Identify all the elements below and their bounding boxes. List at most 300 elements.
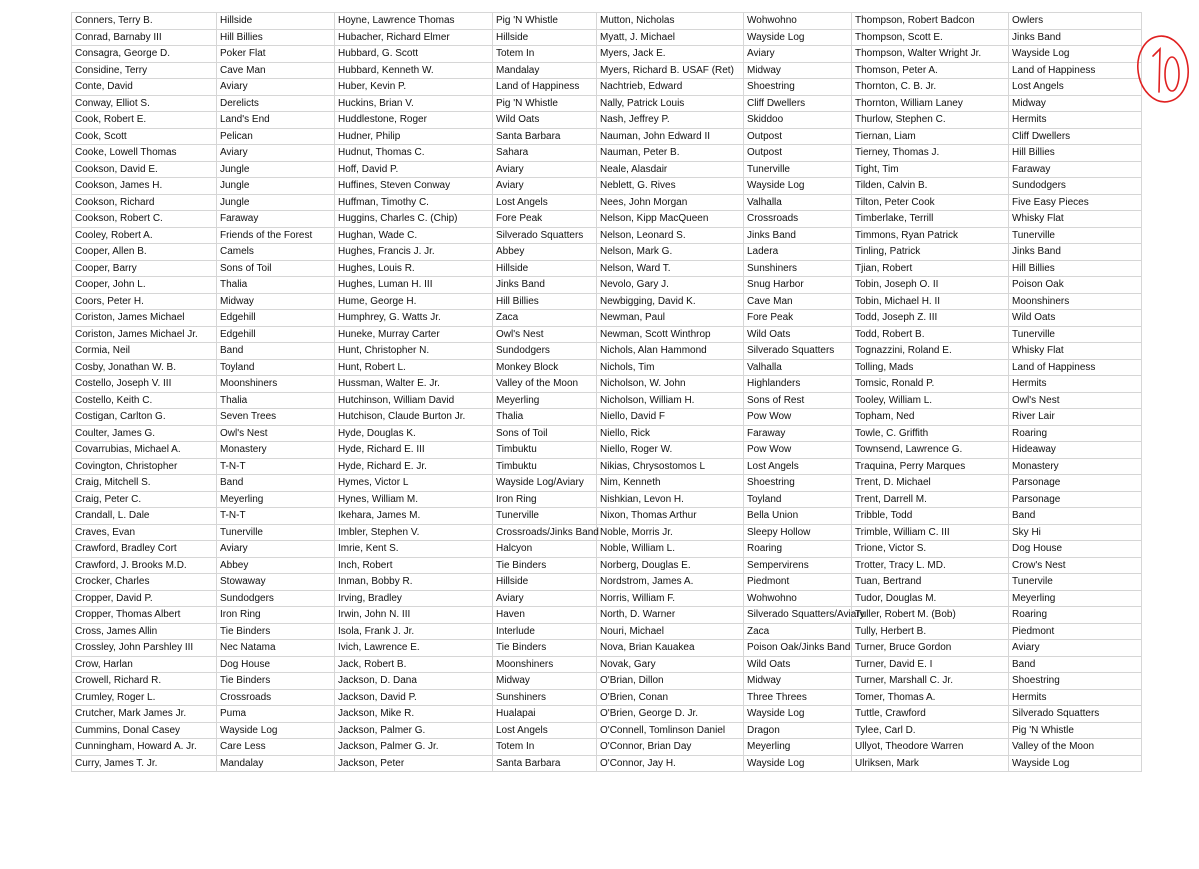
table-cell: Nec Natama xyxy=(217,640,335,657)
table-cell: Dragon xyxy=(744,722,852,739)
table-cell: Thalia xyxy=(217,392,335,409)
table-cell: Noble, Morris Jr. xyxy=(597,524,744,541)
table-cell: Noble, William L. xyxy=(597,541,744,558)
table-cell: Thurlow, Stephen C. xyxy=(852,112,1009,129)
table-cell: Cookson, David E. xyxy=(72,161,217,178)
table-cell: Hyde, Richard E. Jr. xyxy=(335,458,493,475)
table-row xyxy=(72,145,1142,162)
table-cell: Jungle xyxy=(217,194,335,211)
table-cell: Tunerville xyxy=(493,508,597,525)
table-cell: Huddlestone, Roger xyxy=(335,112,493,129)
table-cell: Hermits xyxy=(1009,689,1142,706)
table-cell: Huckins, Brian V. xyxy=(335,95,493,112)
table-cell: Band xyxy=(1009,508,1142,525)
table-row xyxy=(72,722,1142,739)
table-cell: Cookson, Robert C. xyxy=(72,211,217,228)
table-cell: Hussman, Walter E. Jr. xyxy=(335,376,493,393)
table-cell: Jackson, Palmer G. xyxy=(335,722,493,739)
table-cell: Hill Billies xyxy=(217,29,335,46)
table-cell: Tuttle, Crawford xyxy=(852,706,1009,723)
table-cell: Moonshiners xyxy=(1009,293,1142,310)
table-cell: Wayside Log xyxy=(744,178,852,195)
table-cell: Hillside xyxy=(493,260,597,277)
table-cell: Pow Wow xyxy=(744,442,852,459)
table-cell: Crossroads xyxy=(744,211,852,228)
table-cell: Tie Binders xyxy=(217,623,335,640)
table-cell: Pig 'N Whistle xyxy=(1009,722,1142,739)
table-cell: Tribble, Todd xyxy=(852,508,1009,525)
table-cell: Newman, Scott Winthrop xyxy=(597,326,744,343)
table-cell: Pow Wow xyxy=(744,409,852,426)
table-cell: Huber, Kevin P. xyxy=(335,79,493,96)
table-cell: Imbler, Stephen V. xyxy=(335,524,493,541)
table-cell: Curry, James T. Jr. xyxy=(72,755,217,772)
table-cell: Nim, Kenneth xyxy=(597,475,744,492)
table-cell: Wild Oats xyxy=(1009,310,1142,327)
table-cell: North, D. Warner xyxy=(597,607,744,624)
table-cell: Tognazzini, Roland E. xyxy=(852,343,1009,360)
table-cell: Shoestring xyxy=(744,475,852,492)
table-cell: Totem In xyxy=(493,46,597,63)
table-cell: Todd, Robert B. xyxy=(852,326,1009,343)
table-cell: River Lair xyxy=(1009,409,1142,426)
table-cell: Santa Barbara xyxy=(493,128,597,145)
table-cell: Todd, Joseph Z. III xyxy=(852,310,1009,327)
table-cell: Owl's Nest xyxy=(217,425,335,442)
table-cell: Monastery xyxy=(1009,458,1142,475)
table-cell: Monastery xyxy=(217,442,335,459)
table-cell: Lost Angels xyxy=(493,194,597,211)
table-cell: Cooke, Lowell Thomas xyxy=(72,145,217,162)
table-cell: Stowaway xyxy=(217,574,335,591)
table-cell: Cummins, Donal Casey xyxy=(72,722,217,739)
table-row xyxy=(72,359,1142,376)
table-cell: Crawford, J. Brooks M.D. xyxy=(72,557,217,574)
table-row xyxy=(72,29,1142,46)
table-row xyxy=(72,244,1142,261)
table-cell: Faraway xyxy=(1009,161,1142,178)
table-row xyxy=(72,293,1142,310)
table-cell: Valley of the Moon xyxy=(1009,739,1142,756)
table-cell: Sahara xyxy=(493,145,597,162)
table-cell: Snug Harbor xyxy=(744,277,852,294)
table-row xyxy=(72,46,1142,63)
table-cell: Crossroads xyxy=(217,689,335,706)
table-cell: Huggins, Charles C. (Chip) xyxy=(335,211,493,228)
table-cell: Hillside xyxy=(217,13,335,30)
table-cell: Abbey xyxy=(493,244,597,261)
table-cell: Parsonage xyxy=(1009,491,1142,508)
table-cell: Crawford, Bradley Cort xyxy=(72,541,217,558)
table-cell: Faraway xyxy=(744,425,852,442)
table-cell: Thompson, Scott E. xyxy=(852,29,1009,46)
table-cell: Silverado Squatters xyxy=(493,227,597,244)
table-row xyxy=(72,755,1142,772)
table-cell: Midway xyxy=(217,293,335,310)
table-cell: Meyerling xyxy=(744,739,852,756)
table-row xyxy=(72,557,1142,574)
handwritten-page-number xyxy=(1134,32,1192,106)
table-cell: Land's End xyxy=(217,112,335,129)
table-cell: Cross, James Allin xyxy=(72,623,217,640)
table-cell: Thalia xyxy=(493,409,597,426)
table-cell: Sleepy Hollow xyxy=(744,524,852,541)
table-cell: Santa Barbara xyxy=(493,755,597,772)
table-cell: Derelicts xyxy=(217,95,335,112)
table-cell: Lost Angels xyxy=(744,458,852,475)
table-cell: Considine, Terry xyxy=(72,62,217,79)
table-cell: Hyde, Richard E. III xyxy=(335,442,493,459)
table-cell: Aviary xyxy=(217,541,335,558)
table-cell: Tight, Tim xyxy=(852,161,1009,178)
table-cell: Hudner, Philip xyxy=(335,128,493,145)
table-cell: Meyerling xyxy=(1009,590,1142,607)
table-row xyxy=(72,623,1142,640)
table-cell: Huffman, Timothy C. xyxy=(335,194,493,211)
table-cell: Midway xyxy=(744,673,852,690)
table-cell: Bella Union xyxy=(744,508,852,525)
table-cell: Piedmont xyxy=(1009,623,1142,640)
table-cell: Highlanders xyxy=(744,376,852,393)
table-cell: Hoyne, Lawrence Thomas xyxy=(335,13,493,30)
table-cell: Tudor, Douglas M. xyxy=(852,590,1009,607)
table-cell: Trione, Victor S. xyxy=(852,541,1009,558)
table-row xyxy=(72,607,1142,624)
table-cell: Hoff, David P. xyxy=(335,161,493,178)
table-cell: Jinks Band xyxy=(1009,29,1142,46)
table-cell: Niello, Rick xyxy=(597,425,744,442)
table-cell: Hughan, Wade C. xyxy=(335,227,493,244)
table-cell: Cooper, Barry xyxy=(72,260,217,277)
table-cell: Tully, Herbert B. xyxy=(852,623,1009,640)
table-cell: O'Brien, George D. Jr. xyxy=(597,706,744,723)
table-cell: T-N-T xyxy=(217,458,335,475)
table-cell: Turner, Marshall C. Jr. xyxy=(852,673,1009,690)
table-cell: Haven xyxy=(493,607,597,624)
table-cell: Thompson, Walter Wright Jr. xyxy=(852,46,1009,63)
table-row xyxy=(72,95,1142,112)
table-cell: Silverado Squatters xyxy=(1009,706,1142,723)
table-cell: Wayside Log/Aviary xyxy=(493,475,597,492)
table-cell: Valley of the Moon xyxy=(493,376,597,393)
table-cell: Sundodgers xyxy=(493,343,597,360)
table-cell: Tie Binders xyxy=(493,640,597,657)
table-cell: Hermits xyxy=(1009,112,1142,129)
table-cell: Toyland xyxy=(744,491,852,508)
table-cell: Neale, Alasdair xyxy=(597,161,744,178)
table-cell: Inman, Bobby R. xyxy=(335,574,493,591)
table-cell: Land of Happiness xyxy=(1009,359,1142,376)
table-cell: Wayside Log xyxy=(744,29,852,46)
table-cell: Topham, Ned xyxy=(852,409,1009,426)
table-cell: Tunerville xyxy=(217,524,335,541)
table-cell: Tjian, Robert xyxy=(852,260,1009,277)
table-cell: Midway xyxy=(744,62,852,79)
table-cell: Land of Happiness xyxy=(1009,62,1142,79)
table-cell: Jackson, Peter xyxy=(335,755,493,772)
table-cell: Coriston, James Michael Jr. xyxy=(72,326,217,343)
table-cell: Crocker, Charles xyxy=(72,574,217,591)
table-cell: Craves, Evan xyxy=(72,524,217,541)
table-cell: Hermits xyxy=(1009,376,1142,393)
table-cell: Cave Man xyxy=(217,62,335,79)
table-row xyxy=(72,739,1142,756)
table-cell: Hualapai xyxy=(493,706,597,723)
table-row xyxy=(72,590,1142,607)
table-cell: Isola, Frank J. Jr. xyxy=(335,623,493,640)
table-row xyxy=(72,161,1142,178)
table-cell: Poker Flat xyxy=(217,46,335,63)
table-cell: Covington, Christopher xyxy=(72,458,217,475)
table-cell: Faraway xyxy=(217,211,335,228)
table-cell: Thomson, Peter A. xyxy=(852,62,1009,79)
table-cell: Costello, Joseph V. III xyxy=(72,376,217,393)
table-cell: Nichols, Tim xyxy=(597,359,744,376)
table-cell: Sunshiners xyxy=(493,689,597,706)
table-cell: Turner, Bruce Gordon xyxy=(852,640,1009,657)
table-cell: Tinling, Patrick xyxy=(852,244,1009,261)
table-cell: Crow, Harlan xyxy=(72,656,217,673)
table-cell: Aviary xyxy=(217,145,335,162)
table-cell: Nally, Patrick Louis xyxy=(597,95,744,112)
table-cell: Pig 'N Whistle xyxy=(493,95,597,112)
table-cell: Tuller, Robert M. (Bob) xyxy=(852,607,1009,624)
table-cell: Wohwohno xyxy=(744,590,852,607)
table-cell: Poison Oak/Jinks Band xyxy=(744,640,852,657)
table-row xyxy=(72,128,1142,145)
table-cell: Tilton, Peter Cook xyxy=(852,194,1009,211)
table-cell: Hillside xyxy=(493,574,597,591)
table-cell: Conners, Terry B. xyxy=(72,13,217,30)
table-cell: Wayside Log xyxy=(1009,46,1142,63)
table-cell: Abbey xyxy=(217,557,335,574)
table-cell: Valhalla xyxy=(744,359,852,376)
table-cell: O'Connor, Brian Day xyxy=(597,739,744,756)
table-cell: Nouri, Michael xyxy=(597,623,744,640)
table-cell: Neblett, G. Rives xyxy=(597,178,744,195)
table-cell: Townsend, Lawrence G. xyxy=(852,442,1009,459)
table-cell: Cook, Scott xyxy=(72,128,217,145)
table-cell: Skiddoo xyxy=(744,112,852,129)
table-cell: Myatt, J. Michael xyxy=(597,29,744,46)
table-cell: Five Easy Pieces xyxy=(1009,194,1142,211)
table-cell: Nash, Jeffrey P. xyxy=(597,112,744,129)
table-row xyxy=(72,491,1142,508)
table-cell: O'Connell, Tomlinson Daniel xyxy=(597,722,744,739)
table-cell: Wohwohno xyxy=(744,13,852,30)
table-cell: Thornton, C. B. Jr. xyxy=(852,79,1009,96)
table-cell: Jackson, Palmer G. Jr. xyxy=(335,739,493,756)
table-cell: Sons of Rest xyxy=(744,392,852,409)
table-cell: Cormia, Neil xyxy=(72,343,217,360)
table-cell: Tie Binders xyxy=(493,557,597,574)
table-cell: Roaring xyxy=(1009,425,1142,442)
table-cell: Sky Hi xyxy=(1009,524,1142,541)
table-row xyxy=(72,706,1142,723)
table-cell: Covarrubias, Michael A. xyxy=(72,442,217,459)
table-cell: Mandalay xyxy=(217,755,335,772)
table-cell: Tomer, Thomas A. xyxy=(852,689,1009,706)
table-cell: Trimble, William C. III xyxy=(852,524,1009,541)
table-cell: Nachtrieb, Edward xyxy=(597,79,744,96)
table-cell: Shoestring xyxy=(744,79,852,96)
table-cell: Outpost xyxy=(744,128,852,145)
table-cell: Huffines, Steven Conway xyxy=(335,178,493,195)
table-cell: Irving, Bradley xyxy=(335,590,493,607)
table-cell: Tunerville xyxy=(1009,326,1142,343)
table-cell: Hutchison, Claude Burton Jr. xyxy=(335,409,493,426)
member-roster-table xyxy=(71,12,1142,772)
table-cell: Nees, John Morgan xyxy=(597,194,744,211)
table-cell: Pelican xyxy=(217,128,335,145)
table-cell: Three Threes xyxy=(744,689,852,706)
table-cell: Aviary xyxy=(217,79,335,96)
table-cell: Nova, Brian Kauakea xyxy=(597,640,744,657)
table-cell: Tunervile xyxy=(1009,574,1142,591)
table-cell: Conte, David xyxy=(72,79,217,96)
table-row xyxy=(72,541,1142,558)
table-cell: Myers, Jack E. xyxy=(597,46,744,63)
table-cell: Lost Angels xyxy=(1009,79,1142,96)
table-row xyxy=(72,574,1142,591)
table-cell: Iron Ring xyxy=(217,607,335,624)
table-row xyxy=(72,260,1142,277)
table-cell: Sunshiners xyxy=(744,260,852,277)
table-cell: Lost Angels xyxy=(493,722,597,739)
table-cell: Cooper, Allen B. xyxy=(72,244,217,261)
table-cell: Aviary xyxy=(1009,640,1142,657)
table-cell: Toyland xyxy=(217,359,335,376)
table-cell: Nikias, Chrysostomos L xyxy=(597,458,744,475)
table-cell: Roaring xyxy=(1009,607,1142,624)
table-cell: Towle, C. Griffith xyxy=(852,425,1009,442)
table-row xyxy=(72,475,1142,492)
table-cell: Turner, David E. I xyxy=(852,656,1009,673)
table-cell: Owlers xyxy=(1009,13,1142,30)
table-row xyxy=(72,392,1142,409)
table-cell: Traquina, Perry Marques xyxy=(852,458,1009,475)
table-cell: Trent, D. Michael xyxy=(852,475,1009,492)
table-cell: Cave Man xyxy=(744,293,852,310)
table-cell: Land of Happiness xyxy=(493,79,597,96)
table-cell: Craig, Mitchell S. xyxy=(72,475,217,492)
table-row xyxy=(72,442,1142,459)
table-cell: Thornton, William Laney xyxy=(852,95,1009,112)
table-row xyxy=(72,425,1142,442)
table-cell: Hunt, Robert L. xyxy=(335,359,493,376)
table-cell: O'Brien, Conan xyxy=(597,689,744,706)
table-cell: Hymes, Victor L xyxy=(335,475,493,492)
table-cell: Costello, Keith C. xyxy=(72,392,217,409)
table-cell: Fore Peak xyxy=(744,310,852,327)
table-cell: Cropper, David P. xyxy=(72,590,217,607)
table-row xyxy=(72,112,1142,129)
table-cell: Wayside Log xyxy=(744,706,852,723)
table-cell: Sundodgers xyxy=(217,590,335,607)
table-cell: Meyerling xyxy=(217,491,335,508)
table-cell: Imrie, Kent S. xyxy=(335,541,493,558)
table-cell: Niello, David F xyxy=(597,409,744,426)
table-cell: Hudnut, Thomas C. xyxy=(335,145,493,162)
table-cell: Tobin, Michael H. II xyxy=(852,293,1009,310)
table-cell: Band xyxy=(217,475,335,492)
table-cell: Shoestring xyxy=(1009,673,1142,690)
table-cell: Inch, Robert xyxy=(335,557,493,574)
table-cell: Dog House xyxy=(217,656,335,673)
table-row xyxy=(72,310,1142,327)
table-cell: Nelson, Leonard S. xyxy=(597,227,744,244)
table-cell: Cliff Dwellers xyxy=(1009,128,1142,145)
roster-body xyxy=(72,13,1142,772)
table-cell: Silverado Squatters/Aviary xyxy=(744,607,852,624)
table-cell: Seven Trees xyxy=(217,409,335,426)
table-row xyxy=(72,640,1142,657)
table-cell: Monkey Block xyxy=(493,359,597,376)
table-row xyxy=(72,211,1142,228)
table-cell: O'Brian, Dillon xyxy=(597,673,744,690)
table-cell: Hubbard, G. Scott xyxy=(335,46,493,63)
table-row xyxy=(72,376,1142,393)
table-row xyxy=(72,409,1142,426)
table-cell: Timberlake, Terrill xyxy=(852,211,1009,228)
table-cell: Tunerville xyxy=(1009,227,1142,244)
table-cell: Tobin, Joseph O. II xyxy=(852,277,1009,294)
table-cell: Crow's Nest xyxy=(1009,557,1142,574)
table-cell: Trent, Darrell M. xyxy=(852,491,1009,508)
table-cell: Tooley, William L. xyxy=(852,392,1009,409)
table-cell: Fore Peak xyxy=(493,211,597,228)
table-cell: Nauman, Peter B. xyxy=(597,145,744,162)
table-cell: Ikehara, James M. xyxy=(335,508,493,525)
table-cell: Hill Billies xyxy=(493,293,597,310)
table-cell: Camels xyxy=(217,244,335,261)
table-cell: Coriston, James Michael xyxy=(72,310,217,327)
table-cell: Conrad, Barnaby III xyxy=(72,29,217,46)
table-cell: Piedmont xyxy=(744,574,852,591)
table-cell: Niello, Roger W. xyxy=(597,442,744,459)
table-cell: Timmons, Ryan Patrick xyxy=(852,227,1009,244)
table-cell: Nicholson, William H. xyxy=(597,392,744,409)
table-cell: Coors, Peter H. xyxy=(72,293,217,310)
table-cell: Nichols, Alan Hammond xyxy=(597,343,744,360)
table-cell: Mutton, Nicholas xyxy=(597,13,744,30)
table-row xyxy=(72,62,1142,79)
table-cell: Cosby, Jonathan W. B. xyxy=(72,359,217,376)
table-cell: Valhalla xyxy=(744,194,852,211)
table-cell: Jinks Band xyxy=(744,227,852,244)
table-cell: Band xyxy=(1009,656,1142,673)
table-cell: Jackson, D. Dana xyxy=(335,673,493,690)
table-cell: Timbuktu xyxy=(493,442,597,459)
table-cell: Norberg, Douglas E. xyxy=(597,557,744,574)
table-cell: Humphrey, G. Watts Jr. xyxy=(335,310,493,327)
table-cell: Ivich, Lawrence E. xyxy=(335,640,493,657)
table-cell: Sons of Toil xyxy=(217,260,335,277)
table-cell: Tie Binders xyxy=(217,673,335,690)
table-cell: Sempervirens xyxy=(744,557,852,574)
table-cell: Tiernan, Liam xyxy=(852,128,1009,145)
table-row xyxy=(72,227,1142,244)
table-row xyxy=(72,277,1142,294)
table-cell: Cook, Robert E. xyxy=(72,112,217,129)
table-cell: Coulter, James G. xyxy=(72,425,217,442)
table-cell: Trotter, Tracy L. MD. xyxy=(852,557,1009,574)
table-row xyxy=(72,458,1142,475)
table-row xyxy=(72,689,1142,706)
table-cell: Crossley, John Parshley III xyxy=(72,640,217,657)
table-cell: Cliff Dwellers xyxy=(744,95,852,112)
table-cell: Owl's Nest xyxy=(493,326,597,343)
